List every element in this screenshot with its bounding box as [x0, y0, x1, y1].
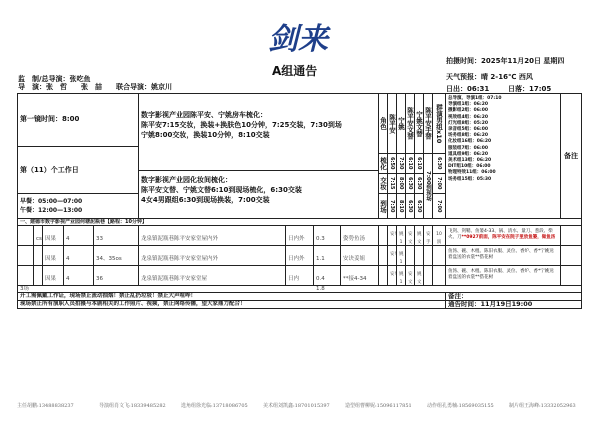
scene-cast: 姚文 — [414, 225, 424, 246]
scene-props — [445, 265, 561, 286]
footer-contact: 造型组曹柳妮:15096117851 — [345, 403, 412, 409]
crew-call: 导演组1组：06:20 — [448, 102, 488, 108]
role-header: 群演男组x10 — [432, 93, 446, 154]
scene-ep: 4 — [63, 245, 94, 266]
footer-contact: 选角组徐光临:13718086705 — [181, 403, 248, 409]
row-label: 到场 — [378, 193, 388, 219]
scene-type: 因果 — [42, 225, 64, 246]
call-time: 7:15 — [387, 173, 397, 194]
crew-call: 场务组15组：05:30 — [448, 176, 492, 182]
crew-call: 摄影组2组：06:00 — [448, 108, 488, 114]
shoot-date: 拍摄时间：2025年11月20日 星期四 — [446, 57, 565, 65]
text: 陈平安7:15交妆，换装+换肤色10分钟，7:25交装，7:30到场 — [141, 121, 342, 129]
text: 宁姚8:00交妆，换装10分钟，8:10交装 — [141, 131, 270, 139]
makeup-block-1 — [138, 93, 379, 171]
scene-cast: 安手 — [423, 225, 433, 246]
scene-cast: 安! — [387, 225, 397, 246]
scene-dn: 日内 — [285, 265, 314, 286]
scene-cast: 安文 — [405, 265, 415, 286]
crew-call: 道具组9组：06:20 — [448, 151, 488, 157]
scene-cast — [432, 265, 446, 286]
footer-contact: 导演组肖文飞:18339485282 — [99, 403, 166, 409]
crew-call: 总导演、导演1组：07:10 — [448, 96, 502, 101]
call-time: 7:30 — [396, 153, 406, 174]
crew-call: 美术组13组：06:20 — [448, 158, 492, 164]
role-header: 角色 — [378, 93, 388, 154]
notice-2: 现场禁止所有演职人员拍摄与本剧相关的工作照片、视频，禁止网络传播，望大家鼎力配合！ — [17, 300, 446, 309]
crew-calls — [445, 93, 561, 219]
scene-scene: 34、35os — [93, 245, 139, 266]
scene-pages: 0.4 — [313, 265, 341, 286]
scene-cast: 姚1 — [396, 265, 406, 286]
scene-cast: 安! — [387, 245, 397, 266]
scene-content: 姿势鱼汤 — [340, 225, 379, 246]
scene-cast: 姚1 — [396, 245, 406, 266]
props-highlight: **0927前面，陈平安在院子里放鱼篓，做鱼汤 — [461, 235, 556, 241]
props-text: 鱼汤、碗、木棍、陈旧衣服、灵位、香炉、香*宁姚送着盘送的衣裳**搭花树 — [448, 269, 554, 281]
role-header: 宁姚文替 — [414, 93, 424, 154]
call-time: 6:10 — [414, 153, 424, 174]
stand-in-call: 7:00到现场 — [423, 153, 433, 219]
role-header: 陈平安手替 — [423, 93, 433, 154]
scene-remarks — [560, 245, 582, 266]
call-time: 6:30 — [414, 193, 424, 219]
lunch: 午餐：12:00—13:00 — [20, 207, 83, 214]
crew-call: DIT组10组：06:00 — [448, 164, 491, 170]
call-time: 7:00 — [432, 173, 446, 194]
scene-cast: 安文 — [405, 225, 415, 246]
scene-mark: cs — [33, 225, 43, 246]
directors: 导 演：张 哲 张 喆 联合导演：姚京川 — [18, 83, 172, 91]
text: 数字影视产业园陈平安、宁姚房车梳化： — [141, 111, 267, 119]
scene-index — [17, 245, 34, 266]
footer-contact: 动作组孔勇楠:18569035155 — [427, 403, 494, 409]
scene-ep: 4 — [63, 225, 94, 246]
scene-pages: 1.1 — [313, 245, 341, 266]
role-header: 陈平安文替 — [405, 93, 415, 154]
scene-location: 龙泉镇泥瓶巷陈平安家堂屋 — [138, 265, 286, 286]
scene-pages: 0.3 — [313, 225, 341, 246]
workday: 第（11）个工作日 — [17, 146, 139, 194]
text: 数字影视产业园化妆间梳化： — [141, 176, 232, 184]
scene-role-blank — [378, 265, 388, 286]
scene-role-blank — [378, 245, 388, 266]
scene-props — [445, 245, 561, 266]
call-time: 6:50 — [387, 153, 397, 174]
remarks-column — [560, 93, 582, 219]
crew-call: 视效组4组：06:20 — [448, 114, 488, 120]
sunset: 日落：17:05 — [508, 85, 552, 93]
section-header: 一、建德市数字影视产业园何塘泥瓶巷【路程：10分钟】 — [17, 218, 582, 226]
crew-call: 化妆组16组：06:20 — [448, 139, 492, 145]
notice-time: 通告时间：11月19日19:00 — [445, 300, 582, 309]
notice-1: 开工需佩戴工作证，现场禁止流动抽烟！禁止乱扔垃圾！禁止大声喧哗！ — [17, 292, 446, 301]
note-label: 备注： — [445, 292, 582, 301]
scene-cast: 安! — [387, 265, 397, 286]
row-label: 交妆 — [378, 173, 388, 194]
total-pages: 1.8 — [316, 286, 325, 292]
scene-remarks — [560, 265, 582, 286]
crew-call: 灯光组8组：05:20 — [448, 120, 488, 126]
scene-scene: 33 — [93, 225, 139, 246]
call-time: 6:30 — [405, 193, 415, 219]
first-shot: 第一镜时间：8:00 — [17, 93, 139, 147]
role-header: 宁姚 — [396, 93, 406, 154]
producer: 监 制/总导演：张吃鱼 — [18, 75, 91, 83]
scene-content: **接4-34 — [340, 265, 379, 286]
crew-call: 物理特效11组：06:00 — [448, 170, 496, 176]
call-time: 6:30 — [414, 173, 424, 194]
scene-cast — [432, 245, 446, 266]
scene-index — [17, 225, 34, 246]
crew-call: 场务组8组：06:20 — [448, 133, 488, 139]
crew-call: 录音组5组：06:00 — [448, 127, 488, 133]
scene-location: 龙泉镇泥瓶巷陈平安家堂屋内外 — [138, 225, 286, 246]
props-text: 鱼汤、碗、木棍、陈旧衣服、灵位、香炉、香*宁姚送着盘送的衣裳**搭花树 — [448, 249, 554, 261]
scene-index — [17, 265, 34, 286]
page-title: A组通告 — [272, 64, 318, 78]
scene-cast: 姚1 — [396, 225, 406, 246]
scene-dn: 日内外 — [285, 225, 314, 246]
sunrise: 日出：06:31 — [446, 85, 490, 93]
call-time: 6:10 — [405, 153, 415, 174]
scene-type: 因果 — [42, 245, 64, 266]
call-time: 8:10 — [396, 193, 406, 219]
weather: 天气预报：晴 2-16℃ 西风 — [446, 73, 533, 81]
meals — [17, 193, 139, 219]
row-label: 梳化 — [378, 153, 388, 174]
scene-props — [445, 225, 561, 246]
scene-location: 龙泉镇泥瓶巷陈平安家堂屋内外 — [138, 245, 286, 266]
scene-remarks — [560, 225, 582, 246]
role-header: 陈平安 — [387, 93, 397, 154]
footer-contact: 主任胡鹏:13488838237 — [17, 403, 74, 409]
remarks-label: 备注 — [564, 152, 578, 160]
scene-content: 安诀姜姐 — [340, 245, 379, 266]
scene-type: 因果 — [42, 265, 64, 286]
total-label: 3场 — [20, 286, 29, 292]
scene-scene: 36 — [93, 265, 139, 286]
call-time: 6:30 — [405, 173, 415, 194]
makeup-block-2 — [138, 170, 379, 219]
text: 陈平安文替、宁姚文替6:10到现场梳化，6:30交装 — [141, 186, 302, 194]
footer-contact: 美术组刘凯鑫:18701015397 — [263, 403, 330, 409]
logo: 剑来 — [268, 22, 328, 57]
scene-cast: 10演 — [432, 225, 446, 246]
scene-ep: 4 — [63, 265, 94, 286]
props-text: 飞剑、剑鞘、鱼篓4-33、锅、清水、量刀、葱段、柴火、刀 — [448, 229, 553, 241]
text: 4女4男跟组6:30到现场换装，7:00交装 — [141, 196, 270, 204]
call-time: 6:30 — [432, 153, 446, 174]
call-time: 8:00 — [396, 173, 406, 194]
call-time: 7:30 — [387, 193, 397, 219]
scene-cast: 姚文 — [414, 265, 424, 286]
scene-dn: 日内外 — [285, 245, 314, 266]
call-time: 7:00 — [432, 193, 446, 219]
breakfast: 早餐：05:00—07:00 — [20, 198, 83, 205]
footer-contact: 制片组王海峰:13332052963 — [509, 403, 576, 409]
scene-role-blank — [378, 225, 388, 246]
crew-call: 服装组7组：06:00 — [448, 145, 488, 151]
